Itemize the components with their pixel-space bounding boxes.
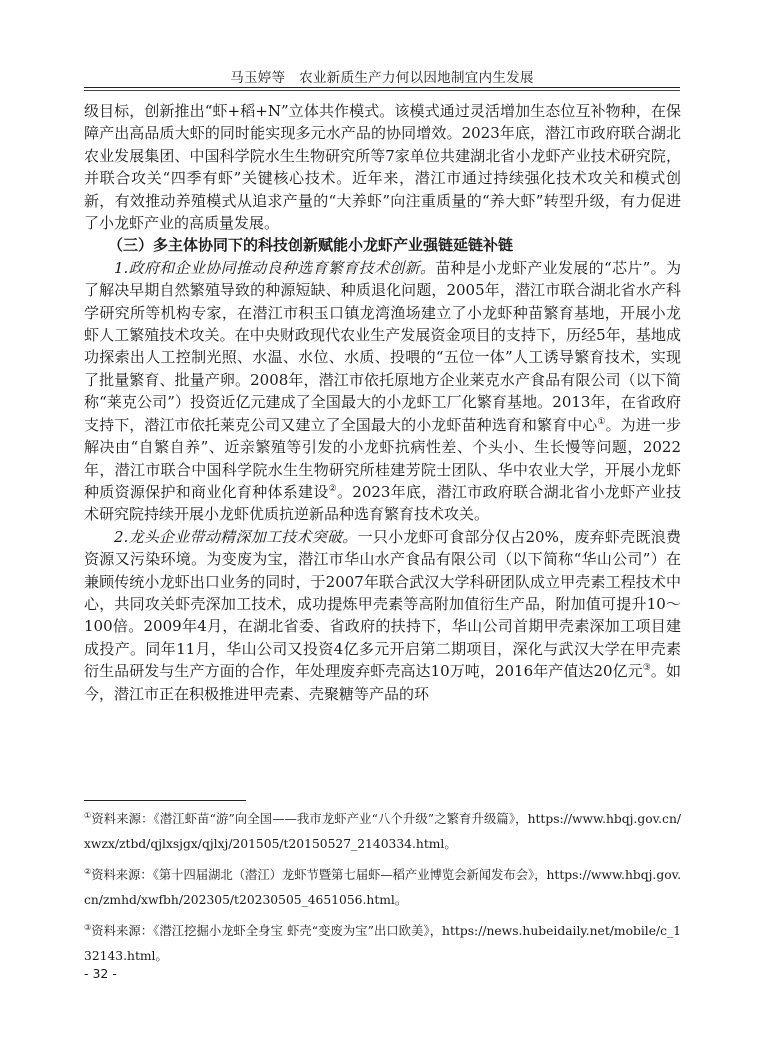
footnote-text: 资料来源：《第十四届湖北（潜江）龙虾节暨第七届虾—稻产业博览会新闻发布会》，https://www.hbqj.gov.cn/zmhd/xwfbh/202305/t20230505_4651056.html。 (84, 868, 682, 907)
footnote-ref-3[interactable]: ③ (642, 663, 651, 674)
footnote-rule (84, 800, 246, 801)
footnote-1 (84, 807, 681, 857)
footnote-text: 资料来源：《潜江虾苗“游”向全国——我市龙虾产业“八个升级”之繁育升级篇》，https://www.hbqj.gov.cn/xwzx/ztbd/qjlxsjgx/qjlxj/201505/t20150527_2140334.html。 (84, 812, 682, 851)
paragraph-text: 。为进一步解决由“自繁自养”、近亲繁殖等引发的小龙虾抗病性差、个头小、生长慢等问题，2022年，潜江市联合中国科学院水生生物研究所桂建芳院士团队、华中农业大学，开展小龙虾种质资源保护和商业化育种体系建设 (84, 415, 681, 501)
paragraph-breeding (84, 257, 681, 526)
paragraph-processing (84, 526, 681, 705)
header-rule (84, 87, 680, 88)
header-rule-thin (84, 90, 680, 91)
paragraph-text: 。2023年底，潜江市政府联合湖北省小龙虾产业技术研究院持续开展小龙虾优质抗逆新品种选育繁育技术攻关。 (84, 482, 681, 524)
paragraph-lead-processing: 2.龙头企业带动精深加工技术突破。 (114, 527, 358, 546)
paragraph-text: 苗种是小龙虾产业发展的“芯片”。为了解决早期自然繁殖导致的种源短缺、种质退化问题，2005年，潜江市联合湖北省水产科学研究所等机构专家，在潜江市积玉口镇龙湾渔场建立了小龙虾种苗繁育基地，开展小龙虾人工繁殖技术攻关。在中央财政现代农业生产发展资金项目的支持下，历经5年，基地成功探索出人工控制光照、水温、水位、水质、投喂的“五位一体”人工诱导繁育技术，实现了批量繁育、批量产卵。2008年，潜江市依托原地方企业莱克水产食品有限公司（以下简称“莱克公司”）投资近亿元建成了全国最大的小龙虾工厂化繁育基地。2013年，在省政府支持下，潜江市依托莱克公司又建立了全国最大的小龙虾苗种选育和繁育中心 (84, 258, 681, 434)
footnote-mark: ③ (84, 923, 92, 932)
paragraph-intro: 级目标，创新推出“虾+稻+N”立体共作模式。该模式通过灵活增加生态位互补物种，在保障产出高品质大虾的同时能实现多元水产品的协同增效。2023年底，潜江市政府联合湖北农业发展集团、中国科学院水生生物研究所等7家单位共建湖北省小龙虾产业技术研究院，并联合攻关“四季有虾”关键核心技术。近年来，潜江市通过持续强化技术攻关和模式创新，有效推动养殖模式从追求产量的“大养虾”向注重质量的“养大虾”转型升级，有力促进了小龙虾产业的高质量发展。 (84, 102, 681, 233)
footnote-mark: ② (84, 867, 92, 876)
paragraph-text: 一只小龙虾可食部分仅占20%，废弃虾壳既浪费资源又污染环境。为变废为宝，潜江市华山水产食品有限公司（以下简称“华山公司”）在兼顾传统小龙虾出口业务的同时，于2007年联合武汉大学科研团队成立甲壳素工程技术中心，共同攻关虾壳深加工技术，成功提炼甲壳素等高附加值衍生产品，附加值可提升10～100倍。2009年4月，在湖北省委、省政府的扶持下，华山公司首期甲壳素深加工项目建成投产。同年11月，华山公司又投资4亿多元开启第二期项目，深化与武汉大学在甲壳素衍生品研发与生产方面的合作，年处理废弃虾壳高达10万吨，2016年产值达20亿元 (84, 527, 681, 681)
footnote-3 (84, 919, 681, 969)
paragraph-text: 。如今，潜江市正在积极推进甲壳素、壳聚糖等产品的环 (84, 662, 681, 703)
footnote-2 (84, 863, 681, 913)
article-body (84, 100, 681, 705)
footnote-ref-2[interactable]: ② (328, 483, 337, 494)
page-number: - 32 - (84, 966, 117, 981)
section-heading: （三）多主体协同下的科技创新赋能小龙虾产业强链延链补链 (108, 236, 514, 255)
running-head: 马玉婷等 农业新质生产力何以因地制宜内生发展 (230, 70, 534, 86)
footnote-text: 资料来源：《潜江挖掘小龙虾全身宝 虾壳“变废为宝”出口欧美》，https://news.hubeidaily.net/mobile/c_132143.html。 (84, 924, 681, 963)
paragraph-lead-breeding: 1.政府和企业协同推动良种选育繁育技术创新。 (114, 258, 436, 277)
footnote-mark: ① (84, 811, 92, 820)
footnotes (84, 807, 681, 975)
footnote-ref-1[interactable]: ① (597, 416, 606, 427)
